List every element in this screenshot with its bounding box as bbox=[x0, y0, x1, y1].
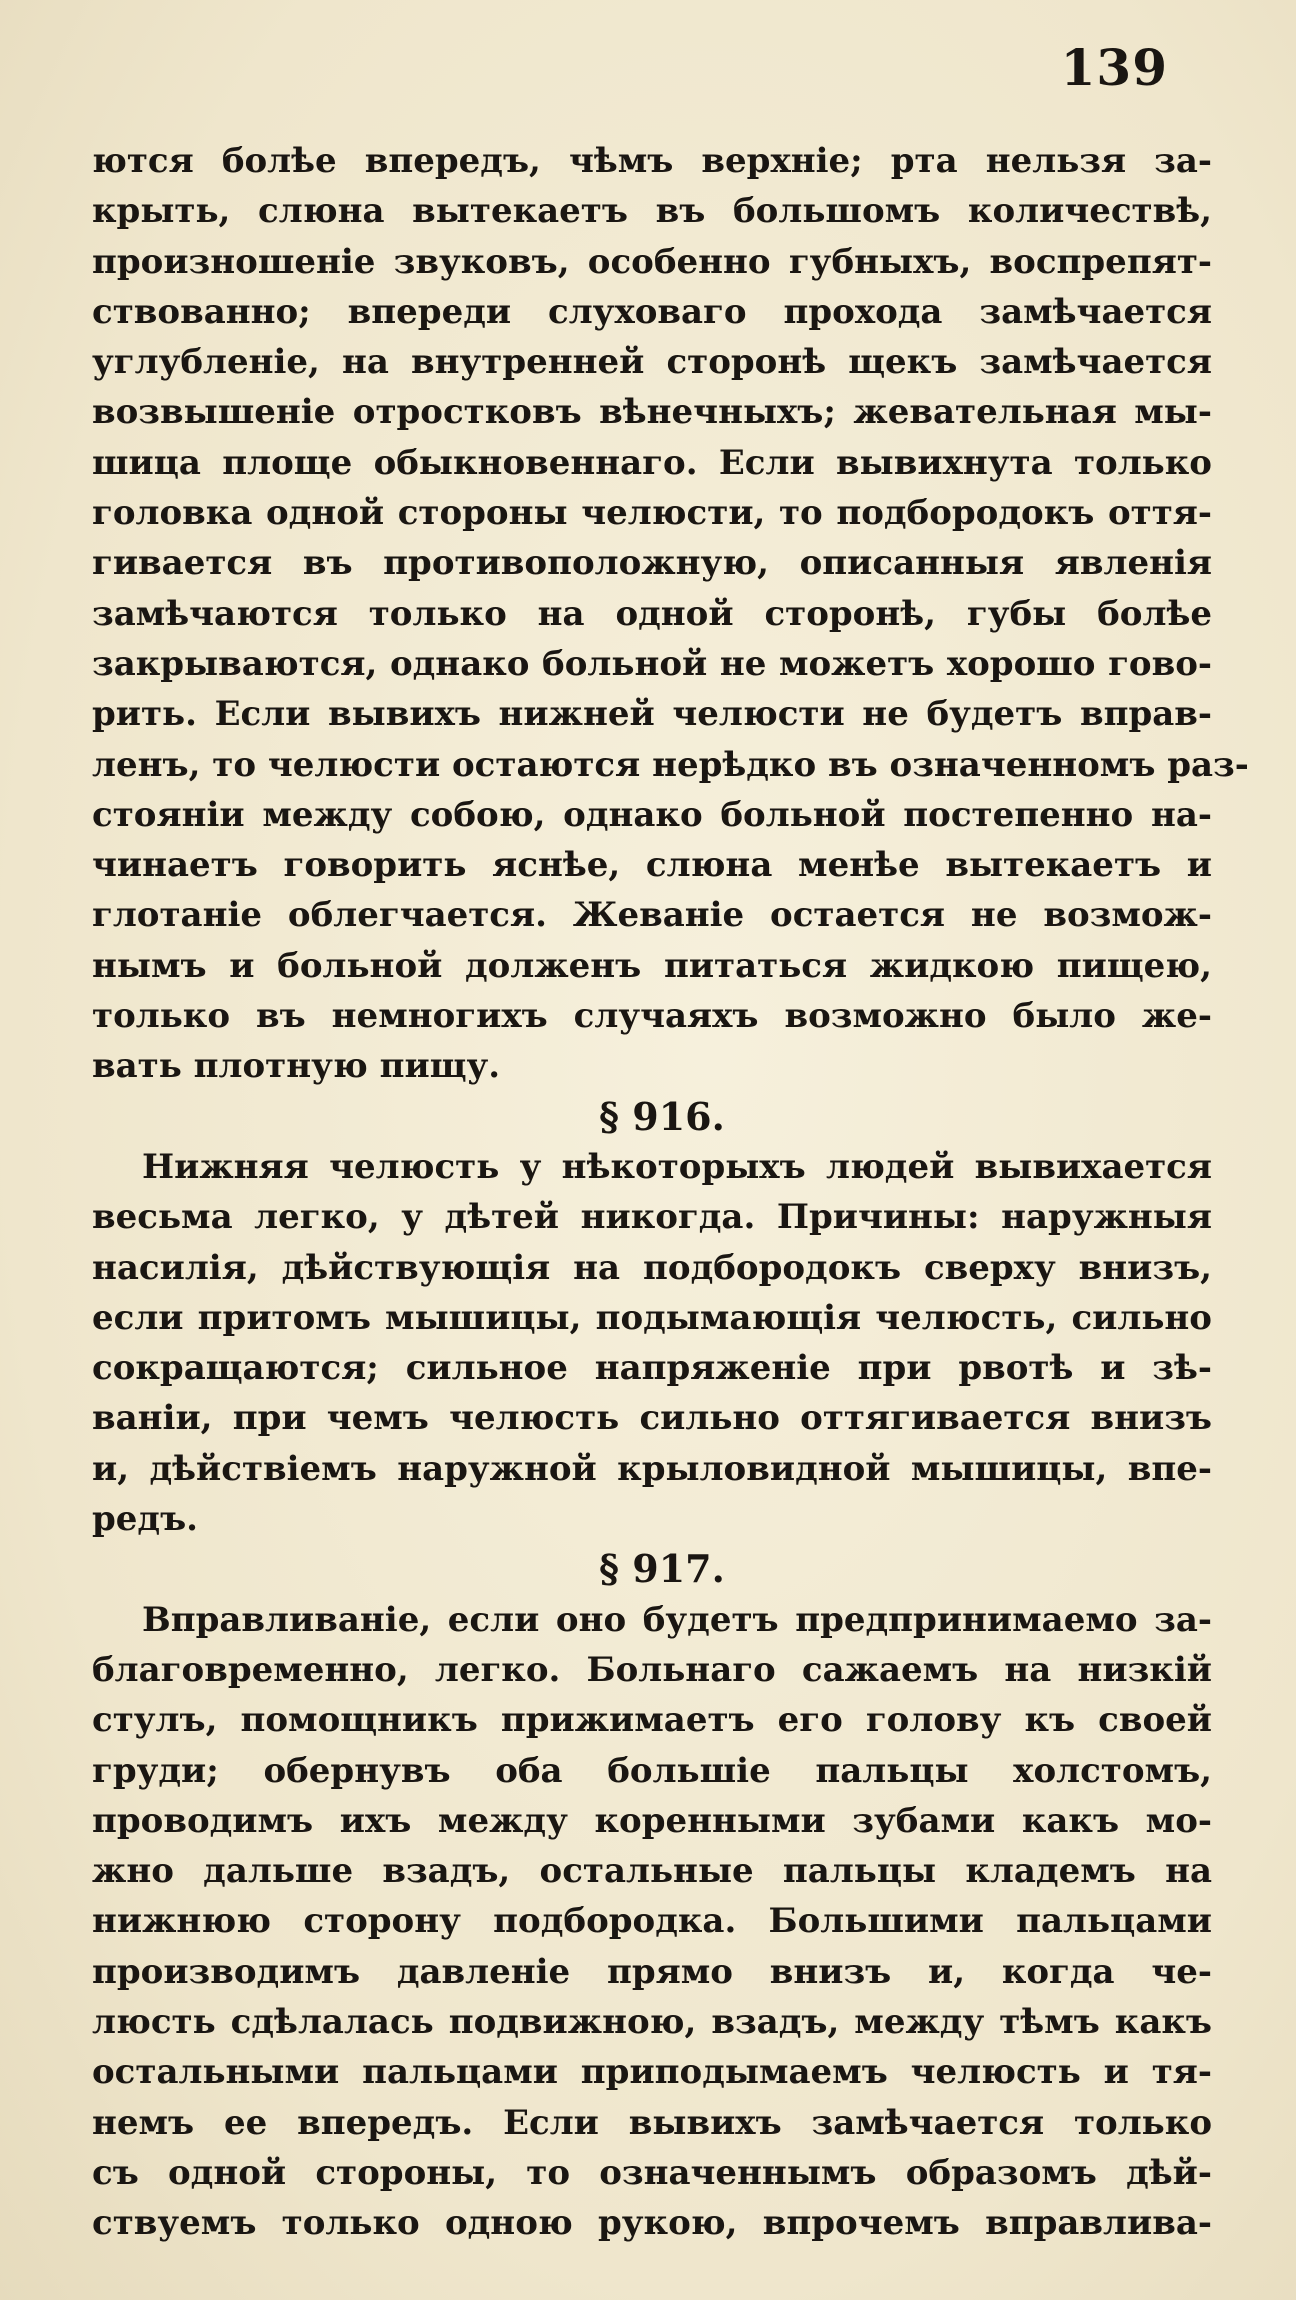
text-line: рить. Если вывихъ нижней челюсти не будетъ вправ- bbox=[92, 694, 1212, 735]
text-line: крыть, слюна вытекаетъ въ большомъ количествѣ, bbox=[92, 191, 1212, 232]
text-line: замѣчаются только на одной сторонѣ, губы болѣе bbox=[92, 593, 1212, 634]
text-line: ствованно; впереди слуховаго прохода замѣчается bbox=[92, 291, 1212, 332]
page-text bbox=[92, 136, 1249, 2248]
text-line: только въ немногихъ случаяхъ возможно было же- bbox=[92, 996, 1212, 1037]
text-line: глотаніе облегчается. Жеваніе остается не возмож- bbox=[92, 895, 1212, 936]
text-line: стояніи между собою, однако больной постепенно на- bbox=[92, 794, 1212, 835]
text-line: ются болѣе впередъ, чѣмъ верхніе; рта нельзя за- bbox=[92, 141, 1212, 181]
text-line: закрываются, однако больной не можетъ хорошо гово- bbox=[92, 643, 1212, 684]
text-line: люсть сдѣлалась подвижною, взадъ, между тѣмъ какъ bbox=[92, 2001, 1212, 2042]
paragraph-916 bbox=[92, 1142, 1212, 1544]
paragraph-917 bbox=[92, 1595, 1212, 2249]
paragraph-continuation bbox=[92, 136, 1249, 1092]
text-line: Нижняя челюсть у нѣкоторыхъ людей вывихается bbox=[142, 1146, 1212, 1187]
text-line: ствуемъ только одною рукою, впрочемъ вправлива- bbox=[92, 2203, 1212, 2244]
text-line: сокращаются; сильное напряженіе при рвотѣ и зѣ- bbox=[92, 1348, 1212, 1389]
text-line: Вправливаніе, если оно будетъ предпринимаемо за- bbox=[142, 1599, 1212, 1640]
text-line: головка одной стороны челюсти, то подбородокъ оття- bbox=[92, 493, 1212, 534]
section-heading-916: § 916. bbox=[599, 1093, 725, 1139]
text-line: ленъ, то челюсти остаются нерѣдко въ означенномъ раз- bbox=[92, 744, 1249, 785]
page-number: 139 bbox=[1060, 38, 1168, 97]
text-line: нижнюю сторону подбородка. Большими пальцами bbox=[92, 1901, 1212, 1942]
text-line: если притомъ мышицы, подымающія челюсть, сильно bbox=[92, 1297, 1212, 1338]
text-line: производимъ давленіе прямо внизъ и, когда че- bbox=[92, 1951, 1212, 1992]
text-line: вать плотную пищу. bbox=[92, 1046, 501, 1087]
text-line: остальными пальцами приподымаемъ челюсть и тя- bbox=[92, 2052, 1212, 2093]
text-line: и, дѣйствіемъ наружной крыловидной мышицы, впе- bbox=[92, 1448, 1212, 1489]
text-line: жно дальше взадъ, остальные пальцы кладемъ на bbox=[92, 1851, 1212, 1892]
text-line: весьма легко, у дѣтей никогда. Причины: наружныя bbox=[92, 1197, 1212, 1238]
text-line: редъ. bbox=[92, 1499, 198, 1540]
text-line: насилія, дѣйствующія на подбородокъ сверху внизъ, bbox=[92, 1247, 1212, 1288]
text-line: произношеніе звуковъ, особенно губныхъ, воспрепят- bbox=[92, 241, 1212, 282]
text-line: груди; обернувъ оба большіе пальцы холстомъ, bbox=[92, 1750, 1212, 1791]
text-line: проводимъ ихъ между коренными зубами какъ мо- bbox=[92, 1800, 1212, 1841]
section-heading-917: § 917. bbox=[599, 1546, 725, 1592]
text-line: немъ ее впередъ. Если вывихъ замѣчается только bbox=[92, 2102, 1212, 2143]
text-line: возвышеніе отростковъ вѣнечныхъ; жевательная мы- bbox=[92, 392, 1212, 433]
text-line: ваніи, при чемъ челюсть сильно оттягивается внизъ bbox=[92, 1398, 1212, 1439]
text-line: стулъ, помощникъ прижимаетъ его голову къ своей bbox=[92, 1700, 1212, 1741]
text-line: благовременно, легко. Больнаго сажаемъ на низкій bbox=[92, 1649, 1212, 1690]
text-line: шица площе обыкновеннаго. Если вывихнута только bbox=[92, 442, 1212, 483]
text-line: гивается въ противоположную, описанныя явленія bbox=[92, 543, 1212, 584]
text-line: углубленіе, на внутренней сторонѣ щекъ замѣчается bbox=[92, 342, 1212, 383]
text-line: съ одной стороны, то означеннымъ образомъ дѣй- bbox=[92, 2152, 1212, 2193]
text-line: нымъ и больной долженъ питаться жидкою пищею, bbox=[92, 945, 1212, 986]
text-line: чинаетъ говорить яснѣе, слюна менѣе вытекаетъ и bbox=[92, 845, 1212, 886]
